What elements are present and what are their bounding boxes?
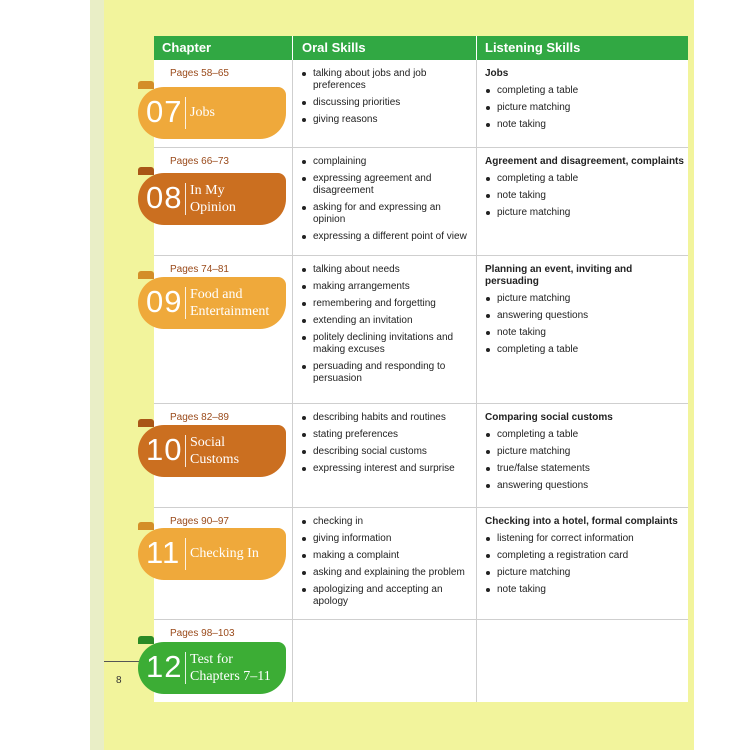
oral-skill-item: making arrangements <box>301 281 473 293</box>
listening-skill-item: completing a table <box>485 173 685 185</box>
tab-divider <box>185 183 186 215</box>
column-divider <box>476 620 477 702</box>
chapter-title <box>190 182 286 216</box>
listening-skill-item: completing a table <box>485 85 685 97</box>
chapter-pages: Pages 98–103 <box>170 628 235 639</box>
oral-skill-item: discussing priorities <box>301 97 473 109</box>
listening-skills-list <box>485 264 685 361</box>
chapter-tab <box>138 277 286 329</box>
header-divider <box>476 36 477 60</box>
oral-skill-item: expressing agreement and disagreement <box>301 173 473 197</box>
listening-skill-item: picture matching <box>485 207 685 219</box>
chapter-title-line: Opinion <box>190 200 236 215</box>
listening-skills-list <box>485 412 685 497</box>
table-header <box>154 36 688 60</box>
oral-skill-item: checking in <box>301 516 473 528</box>
listening-skills-list <box>485 68 685 136</box>
oral-skill-item: asking and explaining the problem <box>301 567 473 579</box>
column-divider <box>476 256 477 403</box>
oral-skills-list <box>301 516 473 613</box>
column-divider <box>292 256 293 403</box>
chapter-title <box>190 651 286 685</box>
oral-skill-item: expressing interest and surprise <box>301 463 473 475</box>
footer-rule <box>104 661 140 662</box>
oral-skills-list <box>301 412 473 480</box>
header-divider <box>292 36 293 60</box>
tab-fold <box>138 419 154 427</box>
oral-skill-item: giving reasons <box>301 114 473 126</box>
chapter-tab <box>138 173 286 225</box>
tab-divider <box>185 435 186 467</box>
oral-skill-item: persuading and responding to persuasion <box>301 361 473 385</box>
header-oral-skills: Oral Skills <box>302 40 366 55</box>
tab-fold <box>138 271 154 279</box>
listening-topic-heading: Checking into a hotel, formal complaints <box>485 516 678 527</box>
tab-divider <box>185 97 186 129</box>
chapter-title <box>190 545 286 562</box>
oral-skill-item: stating preferences <box>301 429 473 441</box>
oral-skill-item: talking about needs <box>301 264 473 276</box>
chapter-tab <box>138 528 286 580</box>
column-divider <box>476 60 477 147</box>
oral-skill-item: asking for and expressing an opinion <box>301 202 473 226</box>
chapter-title-line: Checking In <box>190 546 259 561</box>
tab-fold <box>138 167 154 175</box>
listening-skill-item: note taking <box>485 190 685 202</box>
page-number: 8 <box>116 675 122 686</box>
oral-skill-item: talking about jobs and job preferences <box>301 68 473 92</box>
chapter-pages: Pages 58–65 <box>170 68 229 79</box>
listening-skill-item: note taking <box>485 584 685 596</box>
header-chapter: Chapter <box>162 40 212 55</box>
listening-skill-item: picture matching <box>485 102 685 114</box>
listening-skills-list <box>485 516 685 601</box>
listening-skill-item: completing a registration card <box>485 550 685 562</box>
listening-skill-item: note taking <box>485 327 685 339</box>
listening-topic-heading: Agreement and disagreement, complaints <box>485 156 684 167</box>
tab-fold <box>138 522 154 530</box>
tab-fold <box>138 81 154 89</box>
tab-divider <box>185 652 186 684</box>
oral-skill-item: describing social customs <box>301 446 473 458</box>
chapter-title <box>190 286 286 320</box>
chapter-title-line: In My <box>190 183 225 198</box>
tab-fold <box>138 636 154 644</box>
tab-divider <box>185 287 186 319</box>
chapter-title-line: Chapters 7–11 <box>190 669 271 684</box>
chapter-pages: Pages 74–81 <box>170 264 229 275</box>
listening-skill-item: picture matching <box>485 293 685 305</box>
column-divider <box>292 404 293 507</box>
chapter-pages: Pages 90–97 <box>170 516 229 527</box>
chapter-title-line: Food and <box>190 287 243 302</box>
listening-skill-item: completing a table <box>485 429 685 441</box>
oral-skill-item: expressing a different point of view <box>301 231 473 243</box>
chapter-title-line: Customs <box>190 452 240 467</box>
oral-skill-item: complaining <box>301 156 473 168</box>
chapter-number: 09 <box>146 284 183 319</box>
oral-skill-item: making a complaint <box>301 550 473 562</box>
oral-skills-list <box>301 264 473 390</box>
chapter-title <box>190 434 286 468</box>
listening-topic-heading: Planning an event, inviting and persuading <box>485 264 633 287</box>
chapter-title-line: Test for <box>190 652 233 667</box>
listening-skill-item: answering questions <box>485 480 685 492</box>
listening-skill-item: completing a table <box>485 344 685 356</box>
oral-skills-list <box>301 68 473 131</box>
column-divider <box>476 404 477 507</box>
listening-skill-item: note taking <box>485 119 685 131</box>
column-divider <box>292 508 293 619</box>
listening-skill-item: listening for correct information <box>485 533 685 545</box>
column-divider <box>476 148 477 255</box>
oral-skill-item: describing habits and routines <box>301 412 473 424</box>
chapter-pages: Pages 82–89 <box>170 412 229 423</box>
oral-skills-list <box>301 156 473 248</box>
listening-skill-item: answering questions <box>485 310 685 322</box>
listening-skill-item: true/false statements <box>485 463 685 475</box>
listening-skill-item: picture matching <box>485 567 685 579</box>
oral-skill-item: remembering and forgetting <box>301 298 473 310</box>
tab-divider <box>185 538 186 570</box>
chapter-number: 08 <box>146 180 183 215</box>
column-divider <box>292 620 293 702</box>
chapter-number: 07 <box>146 94 183 129</box>
chapter-title-line: Social <box>190 435 225 450</box>
column-divider <box>476 508 477 619</box>
listening-skill-item: picture matching <box>485 446 685 458</box>
oral-skill-item: giving information <box>301 533 473 545</box>
chapter-tab <box>138 642 286 694</box>
chapter-title-line: Entertainment <box>190 304 270 319</box>
listening-skills-list <box>485 156 685 224</box>
listening-topic-heading: Jobs <box>485 68 509 79</box>
oral-skill-item: politely declining invitations and making excuses <box>301 332 473 356</box>
listening-topic-heading: Comparing social customs <box>485 412 613 423</box>
chapter-title <box>190 104 286 121</box>
chapter-pages: Pages 66–73 <box>170 156 229 167</box>
chapter-title-line: Jobs <box>190 105 215 120</box>
chapter-number: 11 <box>146 535 181 570</box>
chapter-number: 12 <box>146 649 183 684</box>
chapter-tab <box>138 87 286 139</box>
column-divider <box>292 60 293 147</box>
oral-skill-item: extending an invitation <box>301 315 473 327</box>
oral-skill-item: apologizing and accepting an apology <box>301 584 473 608</box>
chapter-tab <box>138 425 286 477</box>
page-edge-strip <box>90 0 104 750</box>
header-listening-skills: Listening Skills <box>485 40 581 55</box>
chapter-number: 10 <box>146 432 183 467</box>
column-divider <box>292 148 293 255</box>
